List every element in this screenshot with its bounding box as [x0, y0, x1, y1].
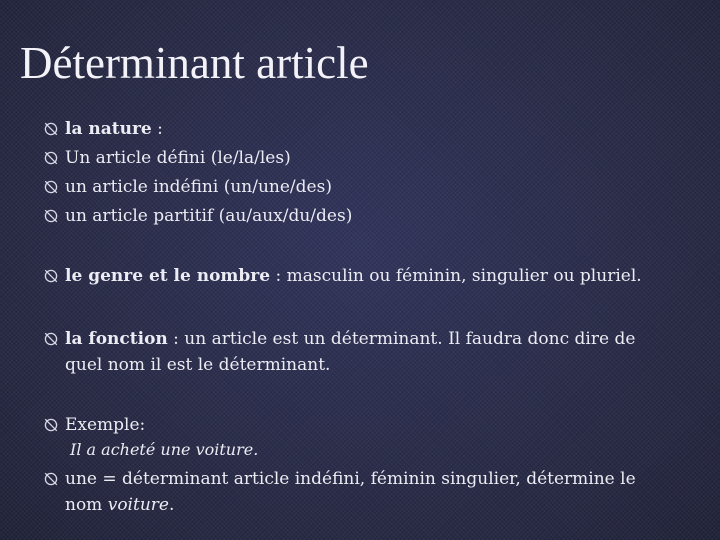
bullet-text: la nature : — [65, 119, 163, 139]
bullet-icon — [43, 179, 59, 195]
bullet-keyword: le genre et le nombre — [65, 266, 271, 286]
bullet-text: une = déterminant article indéfini, féminin singulier, détermine le — [65, 469, 636, 489]
bullet-icon — [43, 268, 59, 284]
bullet-text: la fonction : un article est un déterminant. Il faudra donc dire de — [65, 329, 636, 349]
slide-title: Déterminant article — [20, 38, 369, 88]
bullet-text-continuation: quel nom il est le déterminant. — [65, 355, 331, 375]
bullet-icon — [43, 471, 59, 487]
bullet-text-continuation: nom voiture. — [65, 495, 175, 515]
bullet-icon — [43, 150, 59, 166]
bullet-icon — [43, 208, 59, 224]
bullet-text: Exemple: — [65, 415, 146, 435]
example-sentence: Il a acheté une voiture. — [70, 440, 259, 459]
bullet-text: un article indéfini (un/une/des) — [65, 177, 332, 197]
bullet-icon — [43, 121, 59, 137]
bullet-text: un article partitif (au/aux/du/des) — [65, 206, 353, 226]
bullet-text: Un article défini (le/la/les) — [65, 148, 291, 168]
bullet-icon — [43, 331, 59, 347]
bullet-text: le genre et le nombre : masculin ou féminin, singulier ou pluriel. — [65, 266, 642, 286]
bullet-keyword: la fonction — [65, 329, 168, 349]
bullet-icon — [43, 417, 59, 433]
bullet-keyword: la nature — [65, 119, 152, 139]
